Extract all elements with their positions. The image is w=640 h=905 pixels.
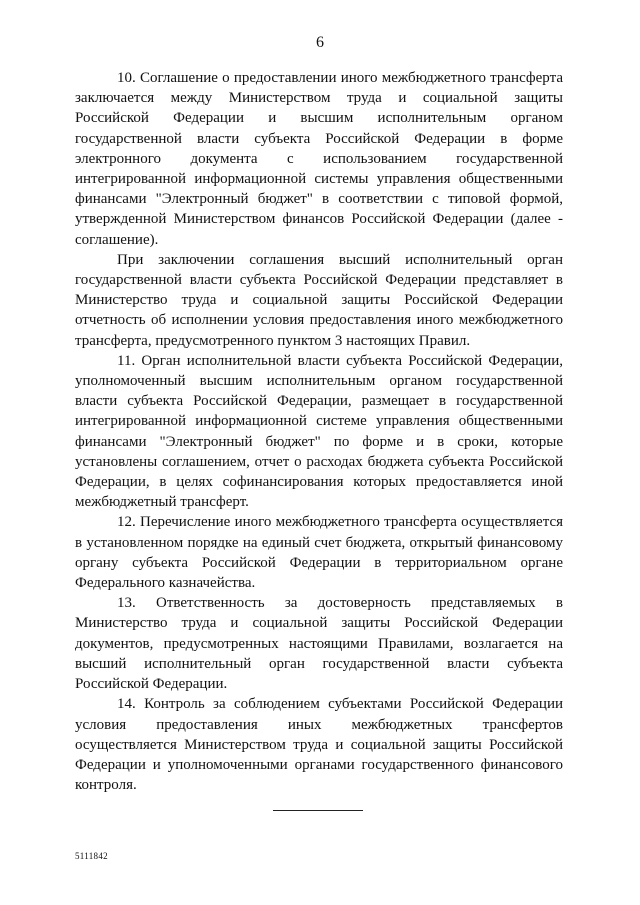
- footer-document-code: 5111842: [75, 851, 108, 861]
- paragraph-10: 10. Соглашение о предоставлении иного межбюджетного трансферта заключается между Министерством труда и социальной защиты Российской Федерации и высшим исполнительным органом государственной власти субъекта Российской Федерации в форме электронного документа с использованием государственной интегрированной информационной системы управления общественными финансами "Электронный бюджет" в соответствии с типовой формой, утвержденной Министерством финансов Российской Федерации (далее - соглашение).: [75, 70, 563, 248]
- paragraph-14: 14. Контроль за соблюдением субъектами Российской Федерации условия предоставления иных межбюджетных трансфертов осуществляется Министерством труда и социальной защиты Российской Федерации и уполномоченными органами государственного финансового контроля.: [75, 696, 563, 794]
- paragraph-11: 11. Орган исполнительной власти субъекта Российской Федерации, уполномоченный высшим исполнительным органом государственной власти субъекта Российской Федерации, размещает в государственной интегрированной информационной системе управления общественными финансами "Электронный бюджет" по форме и в сроки, которые установлены соглашением, отчет о расходах бюджета субъекта Российской Федерации, в целях софинансирования которых предоставляется иной межбюджетный трансферт.: [75, 352, 563, 511]
- paragraph-12: 12. Перечисление иного межбюджетного трансферта осуществляется в установленном порядке на единый счет бюджета, открытый финансовому органу субъекта Российской Федерации в территориальном органе Федерального казначейства.: [75, 514, 563, 592]
- end-divider: [273, 810, 363, 811]
- document-body: [75, 68, 563, 795]
- paragraph-13: 13. Ответственность за достоверность представляемых в Министерство труда и социальной защиты Российской Федерации документов, предусмотренных настоящими Правилами, возлагается на высший исполнительный орган государственной власти субъекта Российской Федерации.: [75, 595, 563, 693]
- page-number: 6: [316, 34, 324, 51]
- paragraph-10-continued: При заключении соглашения высший исполнительный орган государственной власти субъекта Российской Федерации представляет в Министерство труда и социальной защиты Российской Федерации отчетность об исполнении условия предоставления иного межбюджетного трансферта, предусмотренного пунктом 3 настоящих Правил.: [75, 251, 563, 349]
